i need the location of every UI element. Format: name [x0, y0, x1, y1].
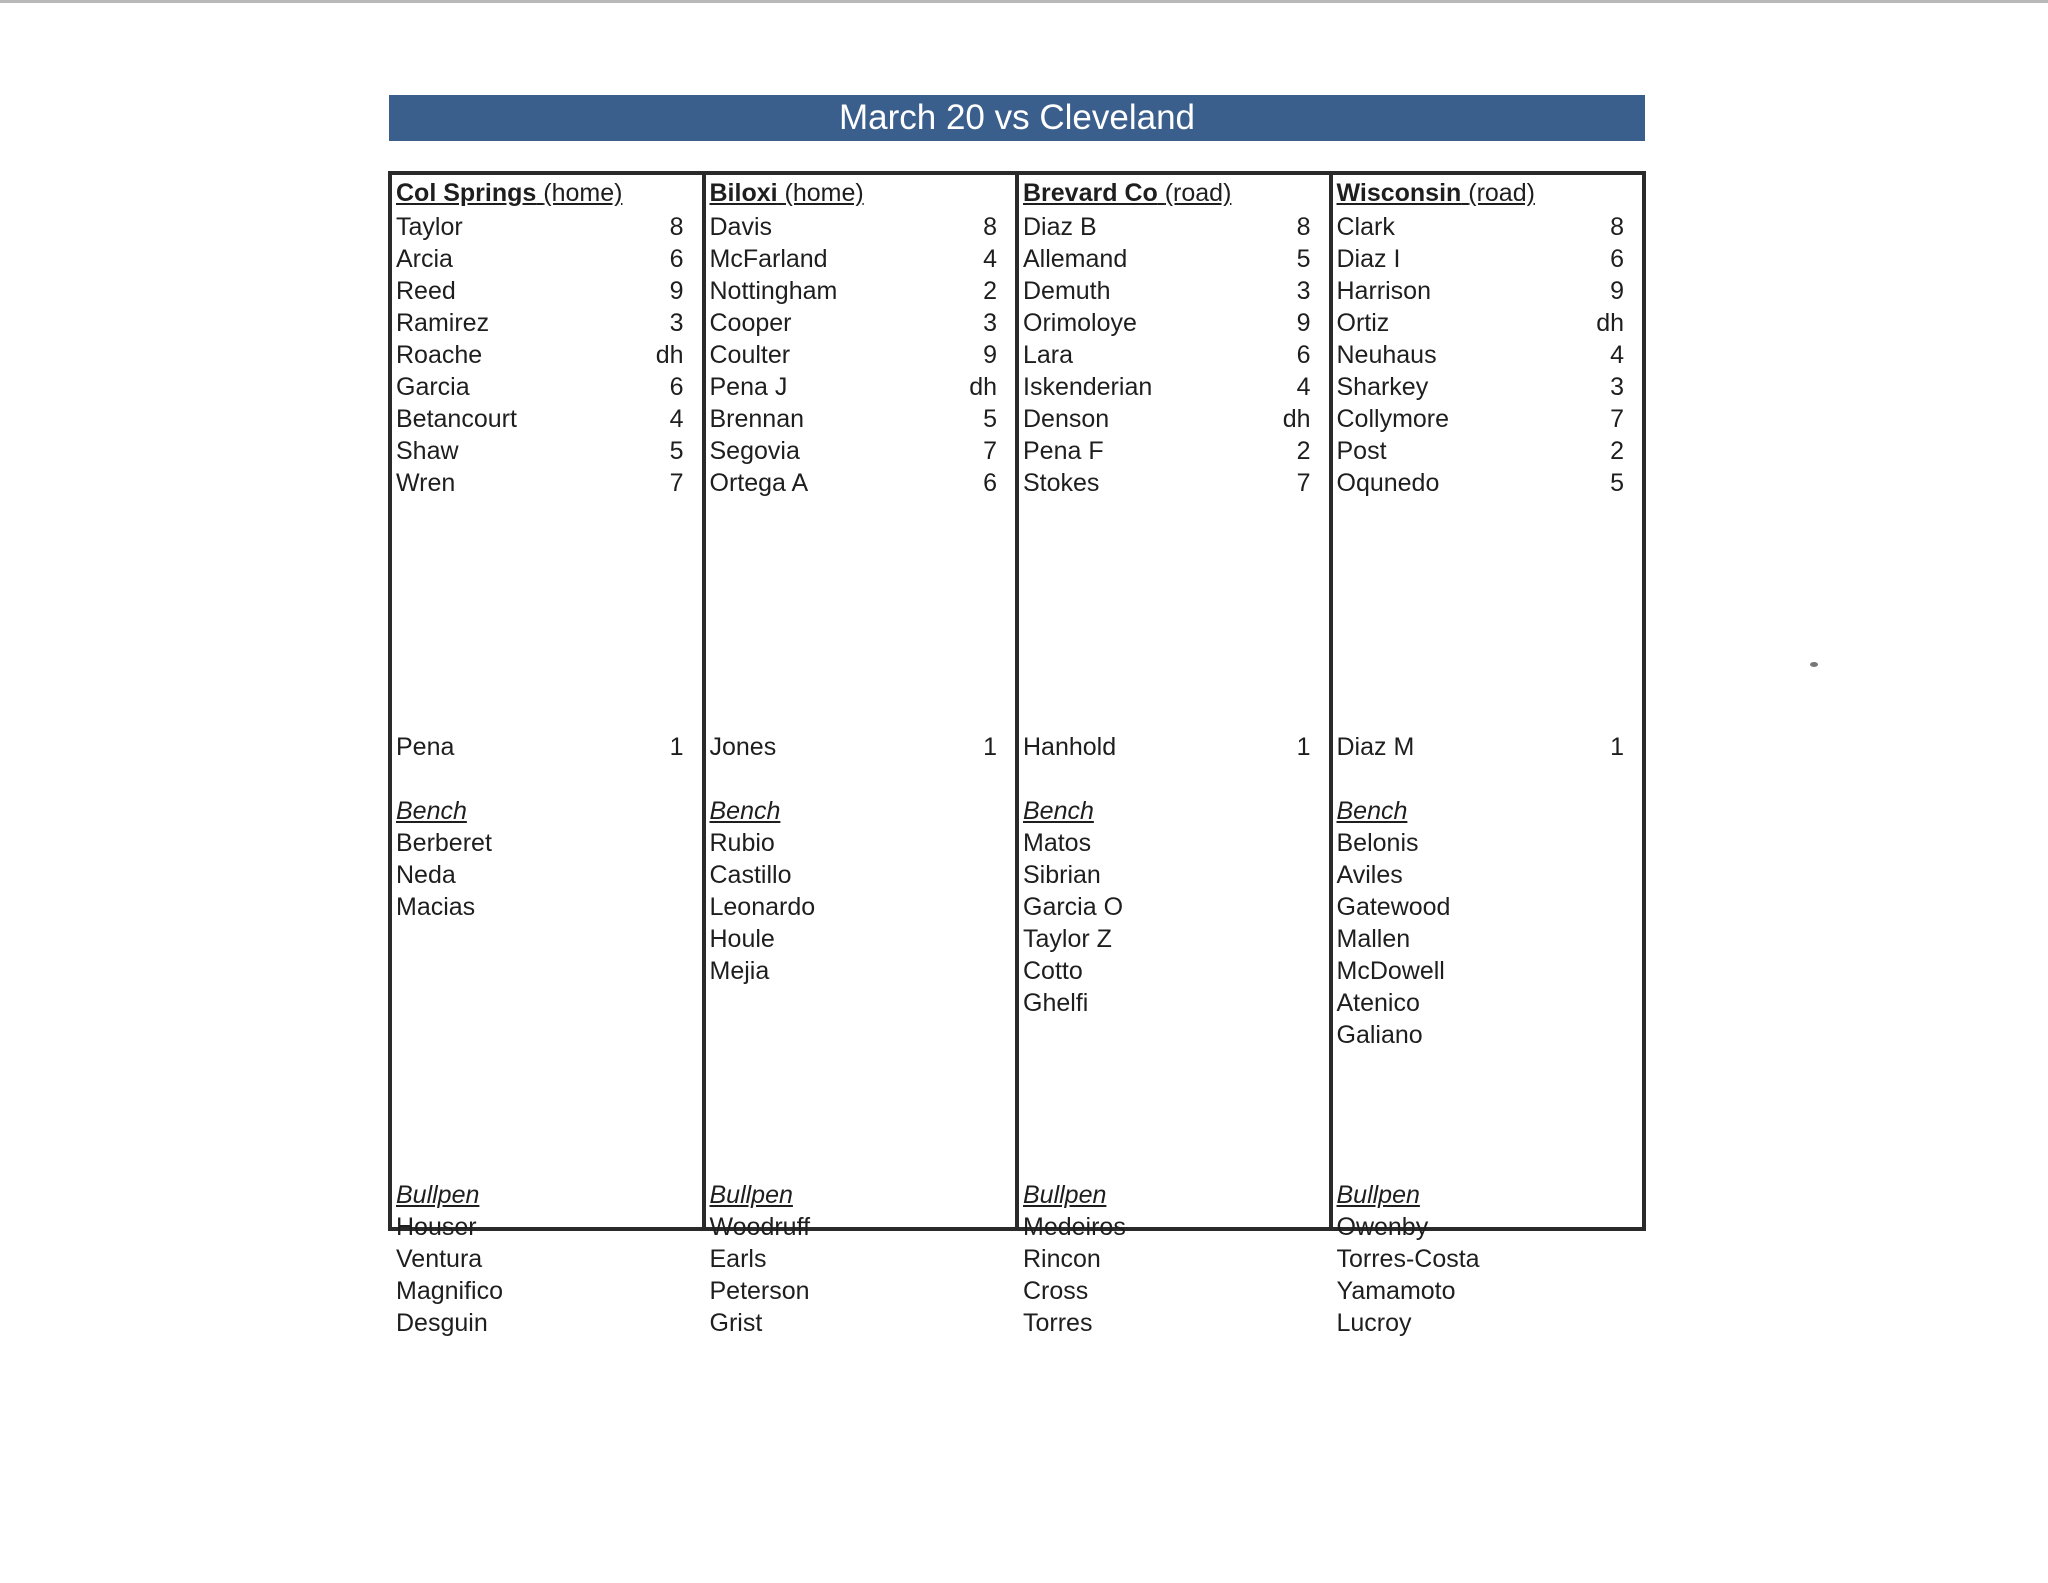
player-position: 6: [669, 373, 684, 401]
bench-player: Matos: [1023, 829, 1092, 857]
pitcher-name: Hanhold: [1023, 733, 1117, 761]
player-position: 8: [669, 213, 684, 241]
player-name: Taylor: [396, 213, 463, 241]
lineup-row: [1023, 435, 1311, 467]
player-name: Harrison: [1336, 277, 1431, 305]
bullpen-pitcher: Medeiros: [1023, 1213, 1126, 1241]
player-name: Neuhaus: [1336, 341, 1437, 369]
player-name: Garcia: [396, 373, 470, 401]
bullpen-pitcher: Earls: [709, 1245, 767, 1273]
pitcher-position: 1: [983, 733, 997, 761]
player-position: dh: [655, 341, 684, 369]
player-position: 4: [1610, 341, 1624, 369]
lineup-row: [710, 467, 998, 499]
team-column: [706, 175, 1020, 1337]
team-header: [1023, 177, 1231, 209]
player-name: Shaw: [396, 437, 459, 465]
roster-table: [388, 171, 1646, 1337]
player-name: Sharkey: [1336, 373, 1429, 401]
bullpen-label: Bullpen: [1023, 1181, 1107, 1209]
player-name: Diaz I: [1336, 245, 1401, 273]
bullpen-section: [1337, 1179, 1625, 1339]
bench-player: Rubio: [709, 829, 775, 857]
lineup-row: [1337, 435, 1625, 467]
page-title: March 20 vs Cleveland: [389, 95, 1645, 141]
player-name: Clark: [1336, 213, 1395, 241]
bench-list: [1337, 827, 1625, 1051]
bench-player: Taylor Z: [1023, 925, 1112, 953]
player-name: Brennan: [709, 405, 805, 433]
lineup-row: [1337, 243, 1625, 275]
player-position: 3: [1610, 373, 1624, 401]
bench-player: Galiano: [1336, 1021, 1423, 1049]
player-name: Wren: [396, 469, 456, 497]
bullpen-label: Bullpen: [1336, 1181, 1420, 1209]
bench-player: Cotto: [1023, 957, 1083, 985]
pitcher-position: 1: [669, 733, 684, 761]
player-name: Coulter: [709, 341, 791, 369]
bench-player: Leonardo: [709, 893, 816, 921]
bullpen-pitcher: Torres-Costa: [1336, 1245, 1480, 1273]
player-name: Segovia: [709, 437, 800, 465]
player-position: 9: [669, 277, 684, 305]
bullpen-pitcher: Houser: [396, 1213, 477, 1241]
lineup-row: [1023, 211, 1311, 243]
team-venue: (road): [1164, 179, 1232, 207]
lineup-row: [1023, 307, 1311, 339]
bullpen-pitcher: Torres: [1023, 1309, 1093, 1337]
player-position: 8: [1610, 213, 1624, 241]
team-header: [396, 177, 622, 209]
lineup-row: [396, 467, 684, 499]
team-name: Biloxi: [709, 179, 778, 207]
lineup-row: [1023, 339, 1311, 371]
lineup-row: [710, 211, 998, 243]
bench-label: Bench: [1023, 797, 1094, 825]
player-position: 6: [1610, 245, 1624, 273]
bullpen-pitcher: Peterson: [709, 1277, 810, 1305]
player-position: 8: [1296, 213, 1311, 241]
player-position: dh: [1596, 309, 1624, 337]
bench-player: Berberet: [396, 829, 492, 857]
player-position: 4: [1296, 373, 1311, 401]
pitcher-position: 1: [1610, 733, 1624, 761]
team-column: [1333, 175, 1643, 1337]
player-name: Demuth: [1023, 277, 1111, 305]
player-position: 2: [983, 277, 997, 305]
team-name: Col Springs: [396, 179, 537, 207]
player-position: 4: [669, 405, 684, 433]
bench-player: Aviles: [1336, 861, 1403, 889]
starting-pitcher-row: [1337, 731, 1625, 763]
player-name: Oqunedo: [1336, 469, 1440, 497]
bench-list: [1023, 827, 1311, 1019]
player-position: 7: [983, 437, 997, 465]
pitcher-position: 1: [1296, 733, 1311, 761]
player-position: dh: [969, 373, 997, 401]
bullpen-list: [1337, 1211, 1625, 1339]
bullpen-pitcher: Cross: [1023, 1277, 1089, 1305]
lineup-row: [710, 339, 998, 371]
bench-player: Garcia O: [1023, 893, 1124, 921]
team-name: Brevard Co: [1023, 179, 1158, 207]
player-name: Davis: [709, 213, 773, 241]
lineup-row: [396, 307, 684, 339]
player-position: 6: [669, 245, 684, 273]
lineup-row: [710, 403, 998, 435]
batting-lineup: [1023, 211, 1311, 499]
bench-player: Macias: [396, 893, 476, 921]
bench-label: Bench: [1336, 797, 1408, 825]
team-column: [392, 175, 706, 1337]
bullpen-label: Bullpen: [396, 1181, 480, 1209]
player-position: 3: [669, 309, 684, 337]
lineup-row: [1023, 243, 1311, 275]
player-name: Iskenderian: [1023, 373, 1153, 401]
player-position: 7: [1296, 469, 1311, 497]
bench-section: [710, 795, 998, 987]
lineup-row: [1023, 371, 1311, 403]
bench-player: Belonis: [1336, 829, 1419, 857]
player-position: 4: [983, 245, 997, 273]
bullpen-pitcher: Yamamoto: [1336, 1277, 1456, 1305]
lineup-row: [710, 435, 998, 467]
player-name: Ortiz: [1336, 309, 1390, 337]
pitcher-name: Pena: [396, 733, 455, 761]
bench-player: Ghelfi: [1023, 989, 1089, 1017]
lineup-row: [1337, 339, 1625, 371]
player-name: Orimoloye: [1023, 309, 1137, 337]
player-name: Pena F: [1023, 437, 1104, 465]
lineup-row: [710, 371, 998, 403]
player-position: 7: [1610, 405, 1624, 433]
bench-label: Bench: [396, 797, 467, 825]
bench-player: Atenico: [1336, 989, 1420, 1017]
lineup-row: [396, 435, 684, 467]
player-position: 7: [669, 469, 684, 497]
bench-player: Neda: [396, 861, 456, 889]
lineup-row: [710, 307, 998, 339]
bullpen-section: [1023, 1179, 1311, 1339]
bullpen-pitcher: Magnifico: [396, 1277, 503, 1305]
bench-player: Gatewood: [1336, 893, 1451, 921]
bench-list: [396, 827, 684, 923]
team-header: [1337, 177, 1535, 209]
player-position: 9: [983, 341, 997, 369]
player-position: 5: [1610, 469, 1624, 497]
starting-pitcher-row: [396, 731, 684, 763]
bullpen-pitcher: Ventura: [396, 1245, 483, 1273]
team-name: Wisconsin: [1336, 179, 1462, 207]
player-name: Denson: [1023, 405, 1110, 433]
player-position: 3: [983, 309, 997, 337]
bullpen-list: [396, 1211, 684, 1339]
pitcher-name: Jones: [709, 733, 777, 761]
player-name: Collymore: [1336, 405, 1450, 433]
lineup-row: [1023, 467, 1311, 499]
bench-section: [396, 795, 684, 923]
lineup-row: [1337, 371, 1625, 403]
player-position: dh: [1282, 405, 1311, 433]
player-name: Allemand: [1023, 245, 1128, 273]
bench-list: [710, 827, 998, 987]
player-position: 5: [983, 405, 997, 433]
player-position: 3: [1296, 277, 1311, 305]
lineup-row: [396, 211, 684, 243]
player-name: Lara: [1023, 341, 1074, 369]
player-position: 5: [669, 437, 684, 465]
pitcher-name: Diaz M: [1336, 733, 1415, 761]
lineup-row: [396, 371, 684, 403]
bullpen-list: [710, 1211, 998, 1339]
player-name: McFarland: [709, 245, 828, 273]
lineup-row: [1337, 211, 1625, 243]
lineup-row: [1337, 275, 1625, 307]
bench-section: [1337, 795, 1625, 1051]
lineup-row: [710, 275, 998, 307]
player-position: 2: [1296, 437, 1311, 465]
player-name: Cooper: [709, 309, 792, 337]
batting-lineup: [710, 211, 998, 499]
player-name: Ortega A: [709, 469, 809, 497]
team-header: [710, 177, 864, 209]
player-name: Arcia: [396, 245, 453, 273]
team-venue: (road): [1468, 179, 1535, 207]
bullpen-pitcher: Desguin: [396, 1309, 488, 1337]
bullpen-section: [710, 1179, 998, 1339]
player-position: 6: [1296, 341, 1311, 369]
bench-player: Mallen: [1336, 925, 1411, 953]
lineup-row: [710, 243, 998, 275]
player-name: Ramirez: [396, 309, 490, 337]
player-position: 5: [1296, 245, 1311, 273]
lineup-row: [1023, 275, 1311, 307]
team-venue: (home): [784, 179, 864, 207]
player-name: Betancourt: [396, 405, 517, 433]
bench-player: Houle: [709, 925, 775, 953]
bullpen-pitcher: Owenby: [1336, 1213, 1429, 1241]
lineup-row: [396, 339, 684, 371]
player-name: Stokes: [1023, 469, 1100, 497]
player-name: Pena J: [709, 373, 788, 401]
lineup-row: [396, 243, 684, 275]
lineup-row: [1337, 467, 1625, 499]
player-position: 8: [983, 213, 997, 241]
player-position: 9: [1610, 277, 1624, 305]
lineup-row: [396, 275, 684, 307]
bench-player: Mejia: [709, 957, 770, 985]
bullpen-list: [1023, 1211, 1311, 1339]
bench-player: McDowell: [1336, 957, 1445, 985]
batting-lineup: [396, 211, 684, 499]
team-venue: (home): [543, 179, 623, 207]
player-name: Nottingham: [709, 277, 838, 305]
bullpen-pitcher: Grist: [709, 1309, 763, 1337]
player-position: 9: [1296, 309, 1311, 337]
bullpen-label: Bullpen: [709, 1181, 793, 1209]
scan-edge: [0, 0, 2048, 3]
player-name: Post: [1336, 437, 1387, 465]
lineup-row: [1023, 403, 1311, 435]
batting-lineup: [1337, 211, 1625, 499]
starting-pitcher-row: [710, 731, 998, 763]
starting-pitcher-row: [1023, 731, 1311, 763]
bench-section: [1023, 795, 1311, 1019]
bullpen-pitcher: Woodruff: [709, 1213, 811, 1241]
bench-player: Sibrian: [1023, 861, 1101, 889]
lineup-row: [396, 403, 684, 435]
player-name: Roache: [396, 341, 483, 369]
team-column: [1019, 175, 1333, 1337]
player-position: 2: [1610, 437, 1624, 465]
scan-speck: [1810, 662, 1818, 667]
bench-label: Bench: [709, 797, 781, 825]
player-name: Reed: [396, 277, 456, 305]
bullpen-pitcher: Lucroy: [1336, 1309, 1412, 1337]
bullpen-section: [396, 1179, 684, 1339]
player-name: Diaz B: [1023, 213, 1097, 241]
player-position: 6: [983, 469, 997, 497]
lineup-row: [1337, 403, 1625, 435]
lineup-row: [1337, 307, 1625, 339]
bullpen-pitcher: Rincon: [1023, 1245, 1101, 1273]
bench-player: Castillo: [709, 861, 792, 889]
